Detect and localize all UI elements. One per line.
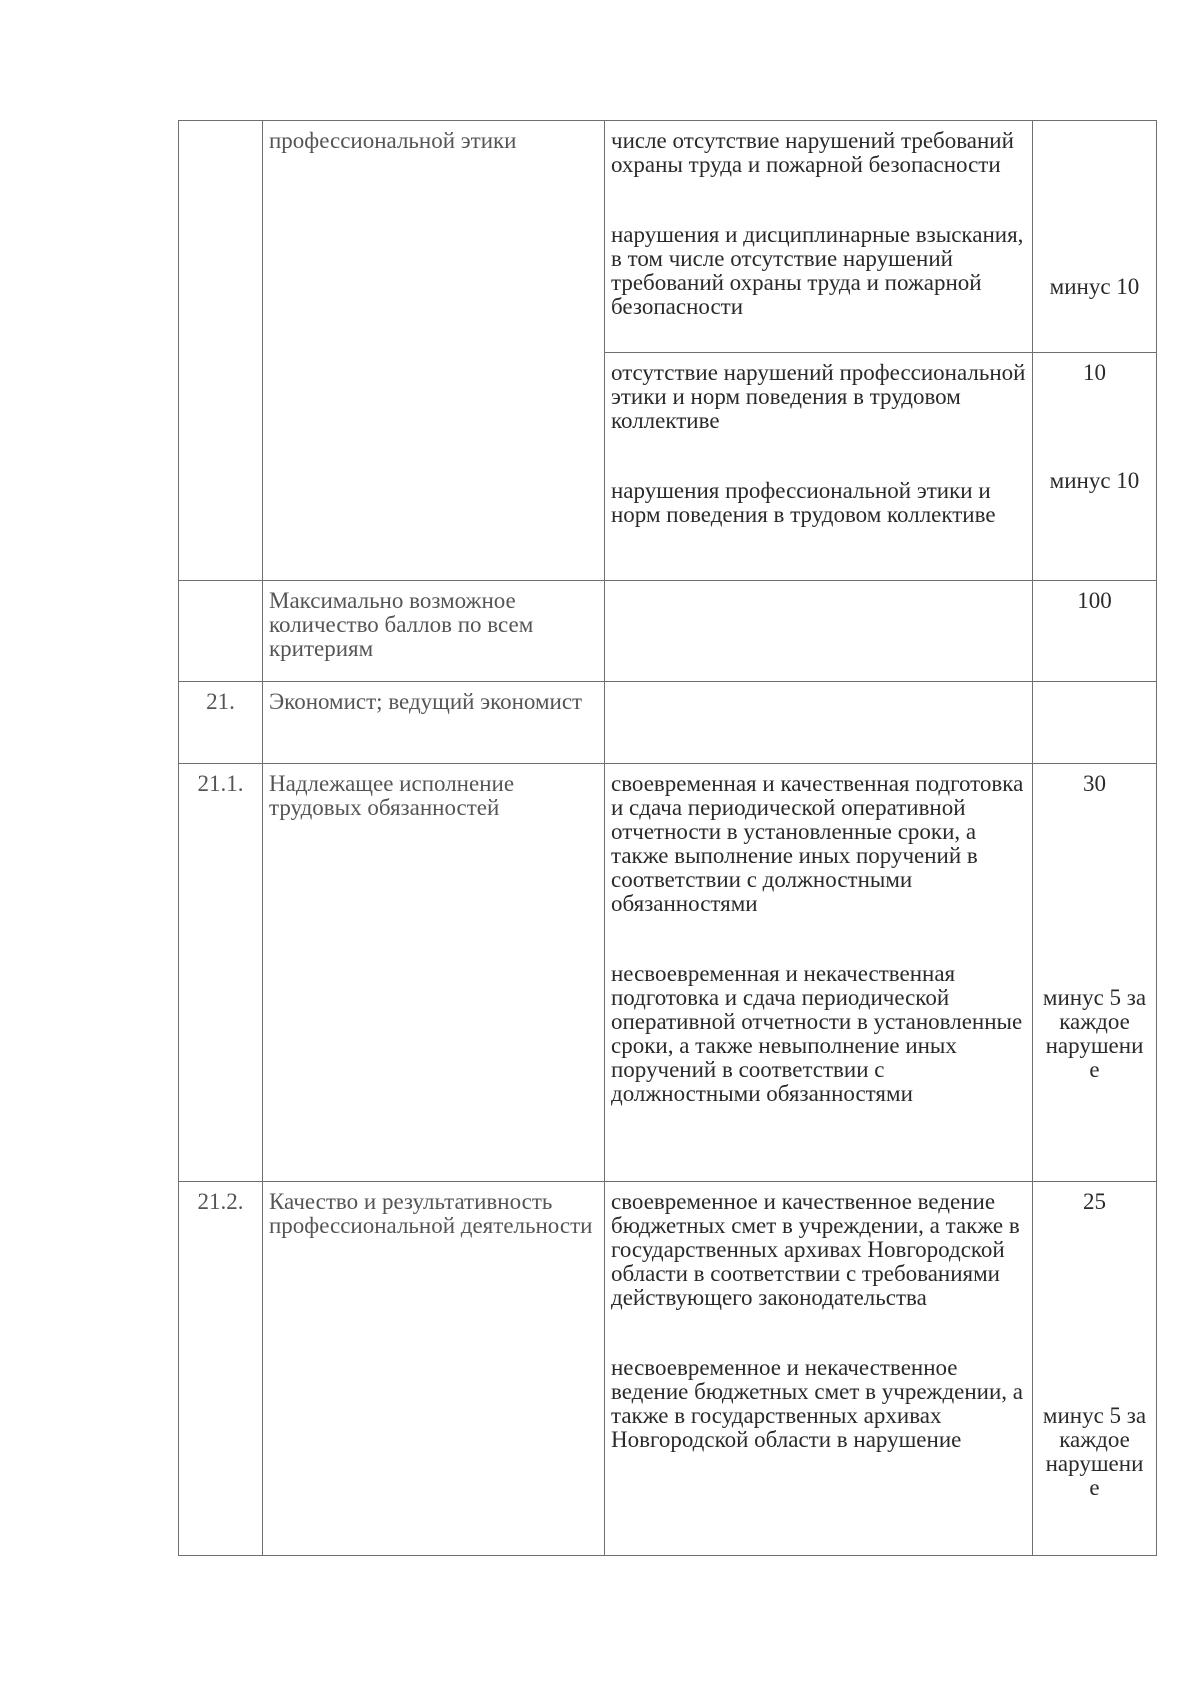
criterion-cell: Максимально возможное количество баллов по всем критериям	[263, 581, 605, 682]
score-negative: минус 5 за каждое нарушени е	[1042, 985, 1147, 1082]
score-negative: минус 10	[1049, 274, 1140, 299]
score-negative: минус 10	[1049, 468, 1140, 493]
score-cell	[1033, 1182, 1157, 1556]
table-row	[179, 682, 1157, 764]
row-number: 21.	[179, 682, 263, 764]
indicator-cell	[605, 1182, 1033, 1556]
table-row	[179, 764, 1157, 1182]
score-positive	[1039, 129, 1150, 275]
indicator-cell	[605, 353, 1033, 581]
criteria-table	[178, 120, 1157, 1556]
table-row	[179, 121, 1157, 353]
criterion-cell: Качество и результативность профессиональной деятельности	[263, 1182, 605, 1556]
indicator-cell	[605, 121, 1033, 353]
score-cell	[1033, 682, 1157, 764]
indicator-positive: числе отсутствие нарушений требований охраны труда и пожарной безопасности	[611, 128, 1014, 177]
row-number: 21.2.	[179, 1182, 263, 1556]
score-cell	[1033, 353, 1157, 581]
criterion-cell: Надлежащее исполнение трудовых обязанностей	[263, 764, 605, 1182]
indicator-negative: несвоевременная и некачественная подготовка и сдача периодической оперативной отчетности в установленные сроки, а также невыполнение иных поручений в соответствии с должностными обязанностями	[611, 961, 1023, 1106]
indicator-negative: нарушения профессиональной этики и норм поведения в трудовом коллективе	[611, 478, 996, 527]
row-number: 21.1.	[179, 764, 263, 1182]
score-cell: 100	[1033, 581, 1157, 682]
indicator-cell	[605, 682, 1033, 764]
score-negative: минус 5 за каждое нарушени е	[1042, 1403, 1147, 1500]
indicator-positive: своевременное и качественное ведение бюджетных смет в учреждении, а также в государственных архивах Новгородской области в соответствии с требованиями действующего законодательства	[611, 1189, 1020, 1310]
indicator-positive: своевременная и качественная подготовка и сдача периодической оперативной отчетности в установленные сроки, а также выполнение иных поручений в соответствии с должностными обязанностями	[611, 771, 1024, 916]
score-cell	[1033, 764, 1157, 1182]
criterion-cell: профессиональной этики	[263, 121, 605, 581]
indicator-cell	[605, 764, 1033, 1182]
score-positive: 25	[1083, 1189, 1106, 1214]
indicator-negative: несвоевременное и некачественное ведение бюджетных смет в учреждении, а также в государственных архивах Новгородской области в нарушение	[611, 1355, 1023, 1452]
indicator-cell	[605, 581, 1033, 682]
score-positive: 10	[1083, 360, 1106, 385]
score-cell	[1033, 121, 1157, 353]
criterion-cell: Экономист; ведущий экономист	[263, 682, 605, 764]
table-row	[179, 1182, 1157, 1556]
indicator-negative: нарушения и дисциплинарные взыскания, в том числе отсутствие нарушений требований охраны труда и пожарной безопасности	[611, 222, 1024, 319]
table-row	[179, 581, 1157, 682]
score-positive: 30	[1083, 771, 1106, 796]
row-number	[179, 581, 263, 682]
row-number	[179, 121, 263, 581]
indicator-positive: отсутствие нарушений профессиональной этики и норм поведения в трудовом коллективе	[611, 360, 1026, 433]
